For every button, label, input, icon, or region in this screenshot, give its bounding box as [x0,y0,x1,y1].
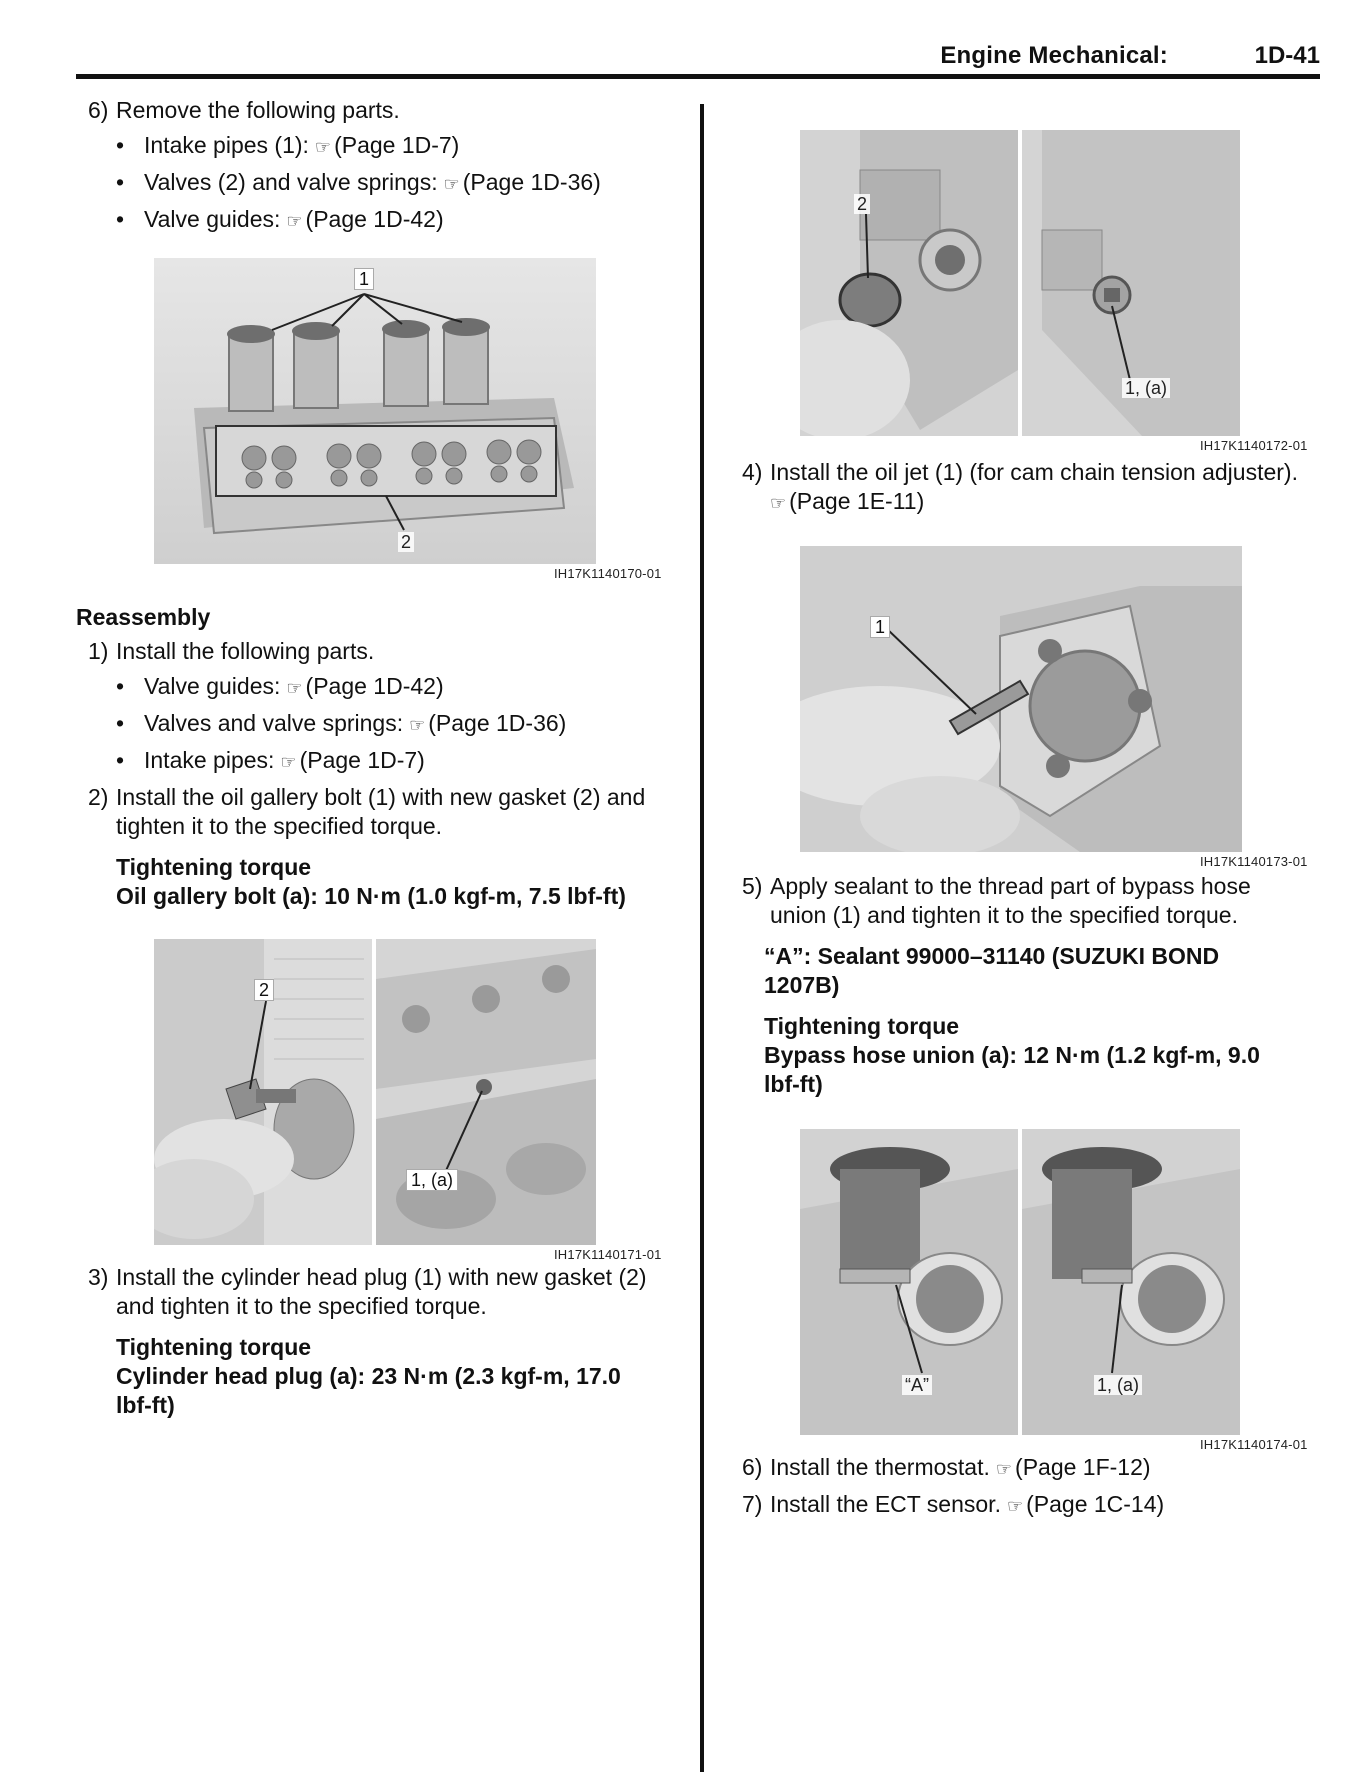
bypass-hose-union-photo-right [1022,1129,1240,1435]
item-text: Valve guides: [144,206,281,232]
cylinder-head-plug-photo-right [1022,130,1240,436]
callout-plug: 1, (a) [1122,378,1170,398]
step-text: Remove the following parts. [116,97,400,123]
cylinder-head-plug-photo-left [800,130,1018,436]
item-text: Valves (2) and valve springs: [144,169,438,195]
pointing-hand-reference-icon: ☞ [314,137,332,157]
torque-value-line: lbf-ft) [116,1392,175,1418]
sealant-line: 1207B) [764,972,840,998]
sealant-line: “A”: Sealant 99000–31140 (SUZUKI BOND [764,943,1220,969]
step-number: 7) [742,1491,763,1517]
item-text: Intake pipes (1): [144,132,309,158]
item-text: Valve guides: [144,673,281,699]
oil-jet-photo [800,546,1242,852]
step-number: 3) [88,1264,109,1290]
callout-gasket: 2 [854,194,870,214]
figure-cylinder-head-plug [730,130,1330,458]
step-number: 2) [88,784,109,810]
pointing-hand-reference-icon: ☞ [443,174,460,194]
step-1-install [76,637,676,666]
cylinder-head-photo [154,258,596,564]
figure-cylinder-head [76,258,676,581]
page-reference-link[interactable]: (Page 1E-11) [789,488,925,514]
pointing-hand-reference-icon: ☞ [286,211,303,231]
figure-code: IH17K1140173-01 [1200,854,1308,869]
list-item [76,205,676,236]
left-column [76,96,676,1420]
remove-parts-list [76,131,676,236]
list-item [76,131,676,162]
step-text-line: union (1) and tighten it to the specified torque. [770,902,1238,928]
page-reference-link[interactable]: (Page 1D-42) [305,673,444,699]
install-parts-list [76,672,676,777]
torque-value: Oil gallery bolt (a): 10 N·m (1.0 kgf-m, 7.5 lbf-ft) [116,883,626,909]
pointing-hand-reference-icon: ☞ [995,1459,1013,1479]
torque-value-line: lbf-ft) [764,1071,823,1097]
step-text-line: Install the cylinder head plug (1) with new gasket (2) [116,1264,647,1290]
list-item [76,168,676,199]
step-4-oil-jet [730,458,1330,518]
step-2-oil-gallery-bolt [76,783,676,841]
figure-oil-jet [730,546,1330,872]
step-number: 6) [742,1454,763,1480]
page-reference-link[interactable]: (Page 1D-36) [462,169,601,195]
callout-union: 1, (a) [1094,1375,1142,1395]
torque-value-line: Cylinder head plug (a): 23 N·m (2.3 kgf-m, 17.0 [116,1363,621,1389]
sealant-spec [730,942,1330,1000]
callout-gasket: 2 [254,979,274,1001]
section-title: Engine Mechanical: [940,42,1168,69]
step-text: Install the ECT sensor. [770,1491,1001,1517]
step-6-remove [76,96,676,125]
page-reference-link[interactable]: (Page 1D-36) [428,710,567,736]
callout-intake-pipes: 1 [354,268,374,290]
page-reference-link[interactable]: (Page 1D-42) [305,206,444,232]
pointing-hand-reference-icon: ☞ [770,493,787,513]
reassembly-heading: Reassembly [76,604,211,630]
bypass-hose-union-photo-left [800,1129,1018,1435]
item-text: Intake pipes: [144,747,275,773]
header-rule [76,74,1320,79]
figure-code: IH17K1140171-01 [554,1247,662,1262]
figure-oil-gallery-bolt [76,939,676,1262]
step-text-line: Install the oil gallery bolt (1) with new gasket (2) and [116,784,646,810]
page-number: 1D-41 [1254,42,1320,69]
torque-spec [76,1333,676,1420]
torque-spec [730,1012,1330,1099]
figure-bypass-hose-union [730,1129,1330,1453]
step-text: Install the following parts. [116,638,375,664]
step-number: 5) [742,873,763,899]
torque-label: Tightening torque [764,1013,960,1039]
step-3-cylinder-head-plug [76,1263,676,1321]
step-number: 1) [88,638,109,664]
step-text-line: tighten it to the specified torque. [116,813,443,839]
page-reference-link[interactable]: (Page 1D-7) [334,132,460,158]
pointing-hand-reference-icon: ☞ [280,752,297,772]
oil-gallery-bolt-photo-left [154,939,372,1245]
step-number: 6) [88,97,109,123]
right-column [730,96,1330,1521]
figure-code: IH17K1140174-01 [1200,1437,1308,1452]
page-reference-link[interactable]: (Page 1D-7) [299,747,425,773]
step-text-line: Install the oil jet (1) (for cam chain tension adjuster). [770,459,1298,485]
step-6-thermostat [730,1453,1330,1484]
pointing-hand-reference-icon: ☞ [1006,1496,1024,1516]
column-divider [700,104,704,1772]
list-item [76,672,676,703]
pointing-hand-reference-icon: ☞ [286,678,303,698]
step-7-ect-sensor [730,1490,1330,1521]
item-text: Valves and valve springs: [144,710,404,736]
figure-code: IH17K1140172-01 [1200,438,1308,453]
oil-gallery-bolt-photo-right [376,939,596,1245]
callout-bolt: 1, (a) [406,1169,458,1191]
page-reference-link[interactable]: (Page 1F-12) [1015,1454,1151,1480]
pointing-hand-reference-icon: ☞ [409,715,426,735]
torque-value-line: Bypass hose union (a): 12 N·m (1.2 kgf-m, 9.0 [764,1042,1260,1068]
step-text-line: and tighten it to the specified torque. [116,1293,487,1319]
page-reference-link[interactable]: (Page 1C-14) [1026,1491,1165,1517]
list-item [76,746,676,777]
callout-oil-jet: 1 [870,616,890,638]
torque-spec [76,853,676,911]
step-5-bypass-hose-union [730,872,1330,930]
torque-label: Tightening torque [116,854,312,880]
list-item [76,709,676,740]
callout-valves: 2 [398,532,414,552]
callout-sealant-a: “A” [902,1375,932,1395]
step-text: Install the thermostat. [770,1454,990,1480]
torque-label: Tightening torque [116,1334,312,1360]
figure-code: IH17K1140170-01 [554,566,662,581]
step-text-line: Apply sealant to the thread part of bypass hose [770,873,1251,899]
step-number: 4) [742,459,763,485]
